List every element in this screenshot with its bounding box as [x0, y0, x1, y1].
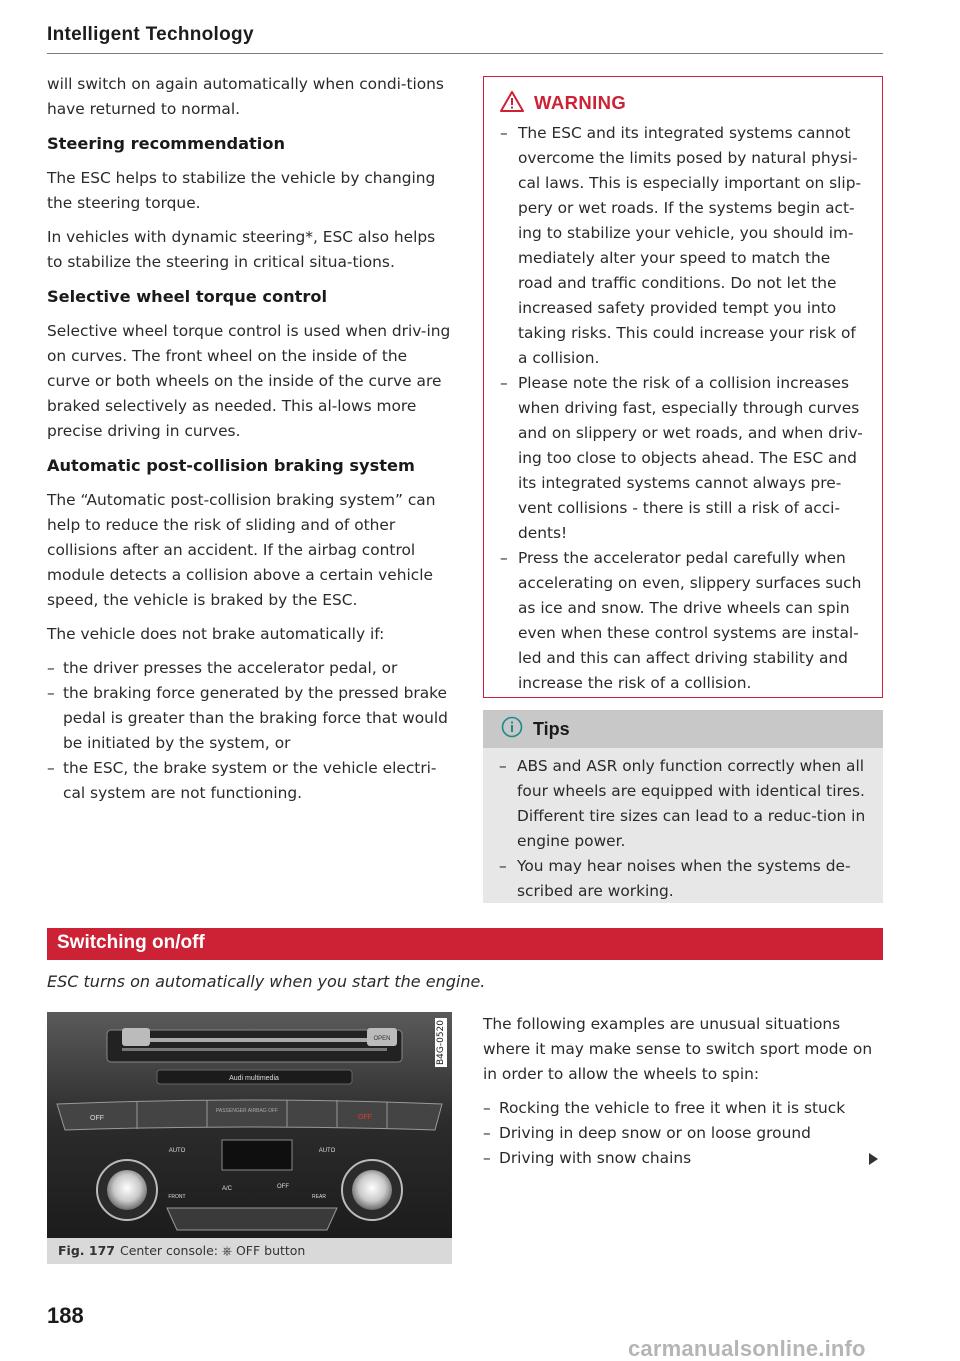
warning-box	[483, 76, 883, 698]
list-item: – Press the accelerator pedal carefully when accelerating on even, slippery surfaces such as ice and snow. The drive wheels can spin even when these control systems are instal-led and this can affect driving stability and increase the risk of a collision.	[500, 549, 862, 692]
audi-multimedia-label: Audi multimedia	[229, 1075, 279, 1082]
section-subtitle: ESC turns on automatically when you start the engine.	[47, 972, 486, 991]
paragraph: The following examples are unusual situations where it may make sense to switch sport mode on in order to allow the wheels to spin:	[483, 1015, 873, 1083]
warning-body	[484, 121, 882, 696]
heading-post-collision-braking: Automatic post-collision braking system	[47, 456, 415, 475]
paragraph: The “Automatic post-collision braking system” can help to reduce the risk of sliding and of other collisions after an accident. If the airbag control module detects a collision above a certain vehicle speed, the vehicle is braked by the ESC.	[47, 491, 436, 609]
figure-code: B4G-0520	[436, 1020, 446, 1066]
auto-right-label: AUTO	[318, 1148, 336, 1154]
auto-left-label: AUTO	[168, 1148, 186, 1154]
right-bottom-column	[483, 1012, 883, 1171]
watermark: carmanualsonline.info	[628, 1336, 866, 1361]
passenger-airbag-label: PASSENGER AIRBAG OFF	[215, 1108, 279, 1114]
open-label: OPEN	[373, 1036, 391, 1042]
warning-triangle-icon	[500, 91, 524, 116]
page-number: 188	[47, 1303, 84, 1328]
figure-caption: Fig. 177 Center console: ⎈ OFF button	[58, 1243, 306, 1258]
esc-off-label: OFF	[358, 1114, 372, 1121]
tips-body	[483, 748, 883, 904]
warning-header	[484, 77, 882, 121]
front-label: FRONT	[168, 1194, 186, 1200]
list-item: – the ESC, the brake system or the vehicle electri-cal system are not functioning.	[47, 759, 437, 802]
list-item: – the braking force generated by the pressed brake pedal is greater than the braking force that would be initiated by the system, or	[47, 684, 448, 752]
paragraph: Selective wheel torque control is used when driv-ing on curves. The front wheel on the inside of the curve or both wheels on the inside of the curve are braked selectively as needed. This al-lows more precise driving in curves.	[47, 322, 451, 440]
list-item: – ABS and ASR only function correctly when all four wheels are equipped with identical tires. Different tire sizes can lead to a reduc-tion in engine power.	[499, 757, 866, 850]
paragraph: The ESC helps to stabilize the vehicle by changing the steering torque.	[47, 169, 436, 212]
section-title-bar: Switching on/off	[47, 928, 883, 960]
off-left-label: OFF	[90, 1115, 104, 1122]
tips-header	[483, 710, 883, 748]
heading-steering-recommendation: Steering recommendation	[47, 134, 285, 153]
heading-selective-wheel-torque: Selective wheel torque control	[47, 287, 328, 306]
left-column	[47, 72, 452, 806]
list-item: – The ESC and its integrated systems cannot overcome the limits posed by natural physi-cal laws. This is especially important on slip-pery or wet roads. If the systems begin act-ing to stabilize your vehicle, you should im-mediately alter your speed to match the road and traffic conditions. Do not let the increased safety provided tempt you into taking risks. This could increase your risk of a collision.	[500, 124, 862, 367]
list-item: – Driving in deep snow or on loose ground	[483, 1124, 811, 1142]
list-item: – You may hear noises when the systems de-scribed are working.	[499, 857, 851, 900]
figure-center-console	[47, 1012, 452, 1264]
rear-label: REAR	[312, 1194, 326, 1200]
info-icon	[501, 716, 523, 742]
list-item: – Please note the risk of a collision increases when driving fast, especially through curves and on slippery or wet roads, and when driv-ing too close to objects ahead. The ESC and its integrated systems cannot always pre-vent collisions - there is still a risk of acci-dents!	[500, 374, 863, 542]
intro-paragraph: will switch on again automatically when condi-tions have returned to normal.	[47, 75, 444, 118]
list-item: – Rocking the vehicle to free it when it is stuck	[483, 1099, 846, 1117]
tips-box	[483, 710, 883, 903]
warning-title: WARNING	[534, 92, 627, 113]
off-center-label: OFF	[277, 1184, 289, 1190]
list-item: – the driver presses the accelerator pedal, or	[47, 659, 398, 677]
paragraph: The vehicle does not brake automatically if:	[47, 625, 385, 643]
running-header: Intelligent Technology	[47, 24, 254, 45]
list-item: – Driving with snow chains	[483, 1149, 692, 1167]
paragraph: In vehicles with dynamic steering*, ESC also helps to stabilize the steering in critical situa-tions.	[47, 228, 436, 271]
ac-label: A/C	[221, 1186, 233, 1192]
center-console-image	[47, 1012, 452, 1238]
tips-title: Tips	[533, 718, 570, 739]
continue-arrow-icon	[869, 1153, 878, 1165]
header-divider	[47, 53, 883, 54]
